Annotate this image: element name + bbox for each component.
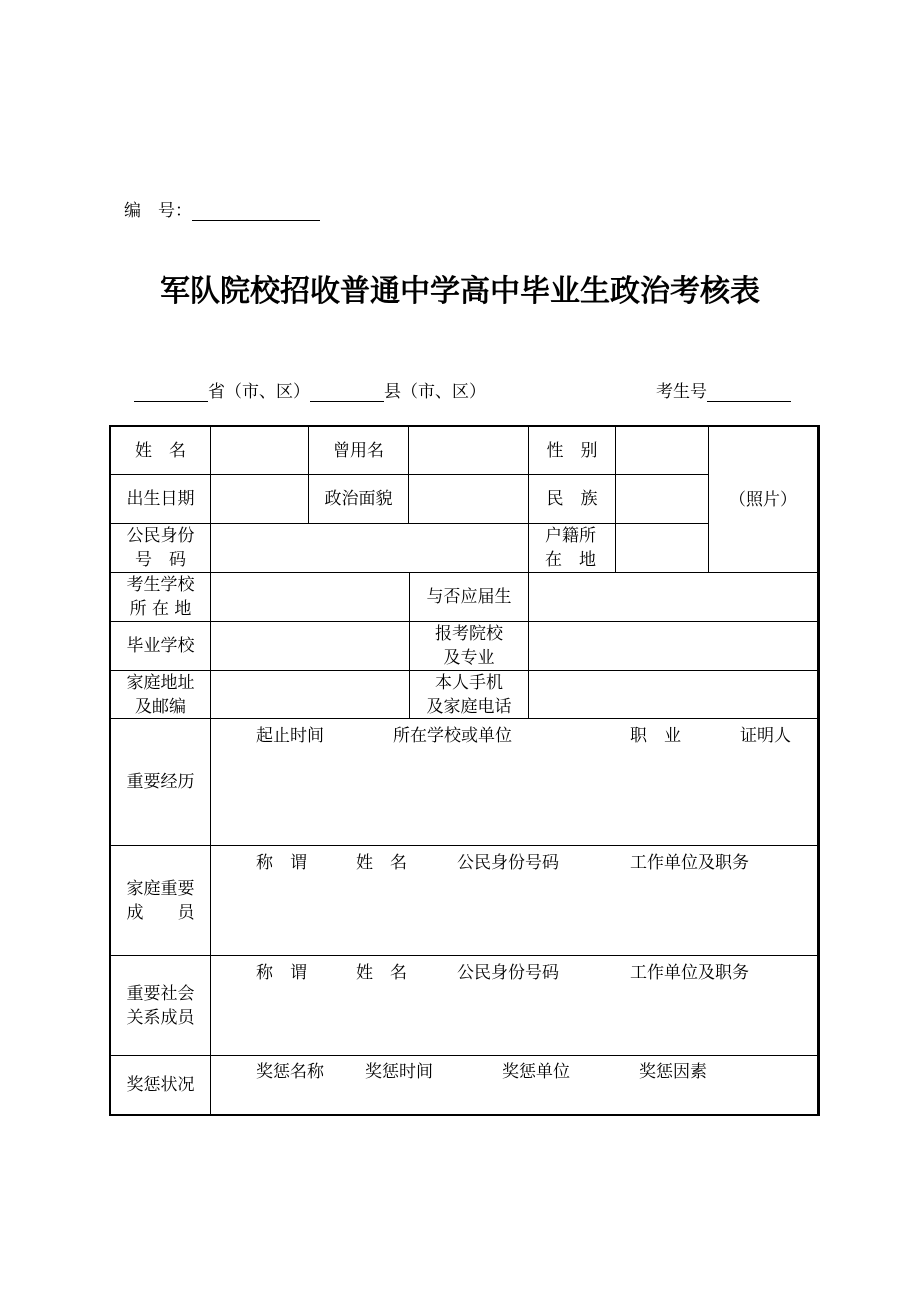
family-header: 姓 名 — [356, 853, 407, 873]
label-former-name: 曾用名 — [308, 426, 409, 475]
serial-number-label: 编 号： — [124, 201, 192, 221]
label-household — [528, 523, 616, 573]
grad-school-input[interactable] — [210, 621, 410, 671]
label-current-grad: 与否应届生 — [409, 572, 529, 622]
family-header: 工作单位及职务 — [630, 853, 749, 873]
label-line: 及专业 — [443, 648, 495, 668]
label-birth-date: 出生日期 — [110, 474, 211, 524]
household-input[interactable] — [615, 523, 709, 573]
social-header: 称 谓 — [256, 963, 307, 983]
apply-input[interactable] — [528, 621, 818, 671]
location-line — [134, 377, 486, 402]
label-ethnicity: 民 族 — [528, 474, 616, 524]
awards-header: 奖惩时间 — [365, 1062, 433, 1082]
awards-header: 奖惩名称 — [256, 1062, 324, 1082]
photo-box[interactable]: （照片） — [708, 426, 818, 573]
label-grad-school: 毕业学校 — [110, 621, 211, 671]
experience-header: 证明人 — [740, 726, 791, 746]
label-line: 及家庭电话 — [426, 696, 512, 717]
gender-input[interactable] — [615, 426, 709, 475]
ethnicity-input[interactable] — [615, 474, 709, 524]
label-gender: 性 别 — [528, 426, 616, 475]
label-experience: 重要经历 — [110, 718, 211, 846]
serial-number-blank[interactable] — [192, 202, 320, 221]
label-address — [110, 670, 211, 719]
county-blank[interactable] — [310, 383, 384, 402]
former-name-input[interactable] — [408, 426, 529, 475]
social-header: 公民身份号码 — [457, 963, 559, 983]
current-grad-input[interactable] — [528, 572, 818, 622]
label-line: 报考院校 — [435, 624, 503, 644]
name-input[interactable] — [210, 426, 309, 475]
label-line: 关系成员 — [126, 1007, 195, 1028]
label-line: 及邮编 — [135, 696, 186, 717]
id-number-input[interactable] — [210, 523, 529, 573]
label-name: 姓 名 — [110, 426, 211, 475]
label-line: 成 员 — [126, 902, 195, 923]
birth-date-input[interactable] — [210, 474, 309, 524]
label-political-status: 政治面貌 — [308, 474, 409, 524]
awards-header: 奖惩因素 — [639, 1062, 707, 1082]
family-header: 称 谓 — [256, 853, 307, 873]
label-exam-school — [110, 572, 211, 622]
social-header: 姓 名 — [356, 963, 407, 983]
address-input[interactable] — [210, 670, 410, 719]
experience-header: 所在学校或单位 — [393, 726, 512, 746]
province-blank[interactable] — [134, 383, 208, 402]
label-line: 所 在 地 — [129, 599, 192, 619]
label-line: 家庭重要 — [126, 878, 195, 899]
province-label: 省（市、区） — [208, 382, 310, 402]
exam-number-label: 考生号 — [656, 382, 707, 402]
label-line: 重要社会 — [126, 983, 195, 1004]
label-awards: 奖惩状况 — [110, 1055, 211, 1115]
exam-school-input[interactable] — [210, 572, 410, 622]
phone-input[interactable] — [528, 670, 818, 719]
serial-number-field — [124, 196, 320, 221]
label-id-number — [110, 523, 211, 573]
family-header: 公民身份号码 — [457, 853, 559, 873]
exam-number-field — [656, 377, 791, 402]
political-status-input[interactable] — [408, 474, 529, 524]
exam-number-blank[interactable] — [707, 383, 791, 402]
label-line: 本人手机 — [435, 672, 503, 693]
experience-header: 起止时间 — [256, 726, 324, 746]
label-apply — [409, 621, 529, 671]
social-header: 工作单位及职务 — [630, 963, 749, 983]
label-social — [110, 955, 211, 1056]
label-line: 号 码 — [135, 550, 186, 570]
label-line: 户籍所 — [545, 526, 596, 546]
experience-header: 职 业 — [630, 726, 681, 746]
awards-header: 奖惩单位 — [502, 1062, 570, 1082]
label-phone — [409, 670, 529, 719]
label-line: 考生学校 — [126, 575, 195, 595]
label-line: 公民身份 — [126, 526, 195, 546]
county-label: 县（市、区） — [384, 382, 486, 402]
label-line: 家庭地址 — [126, 672, 195, 693]
label-line: 在 地 — [545, 550, 596, 570]
form-title: 军队院校招收普通中学高中毕业生政治考核表 — [160, 274, 760, 309]
label-family — [110, 845, 211, 956]
